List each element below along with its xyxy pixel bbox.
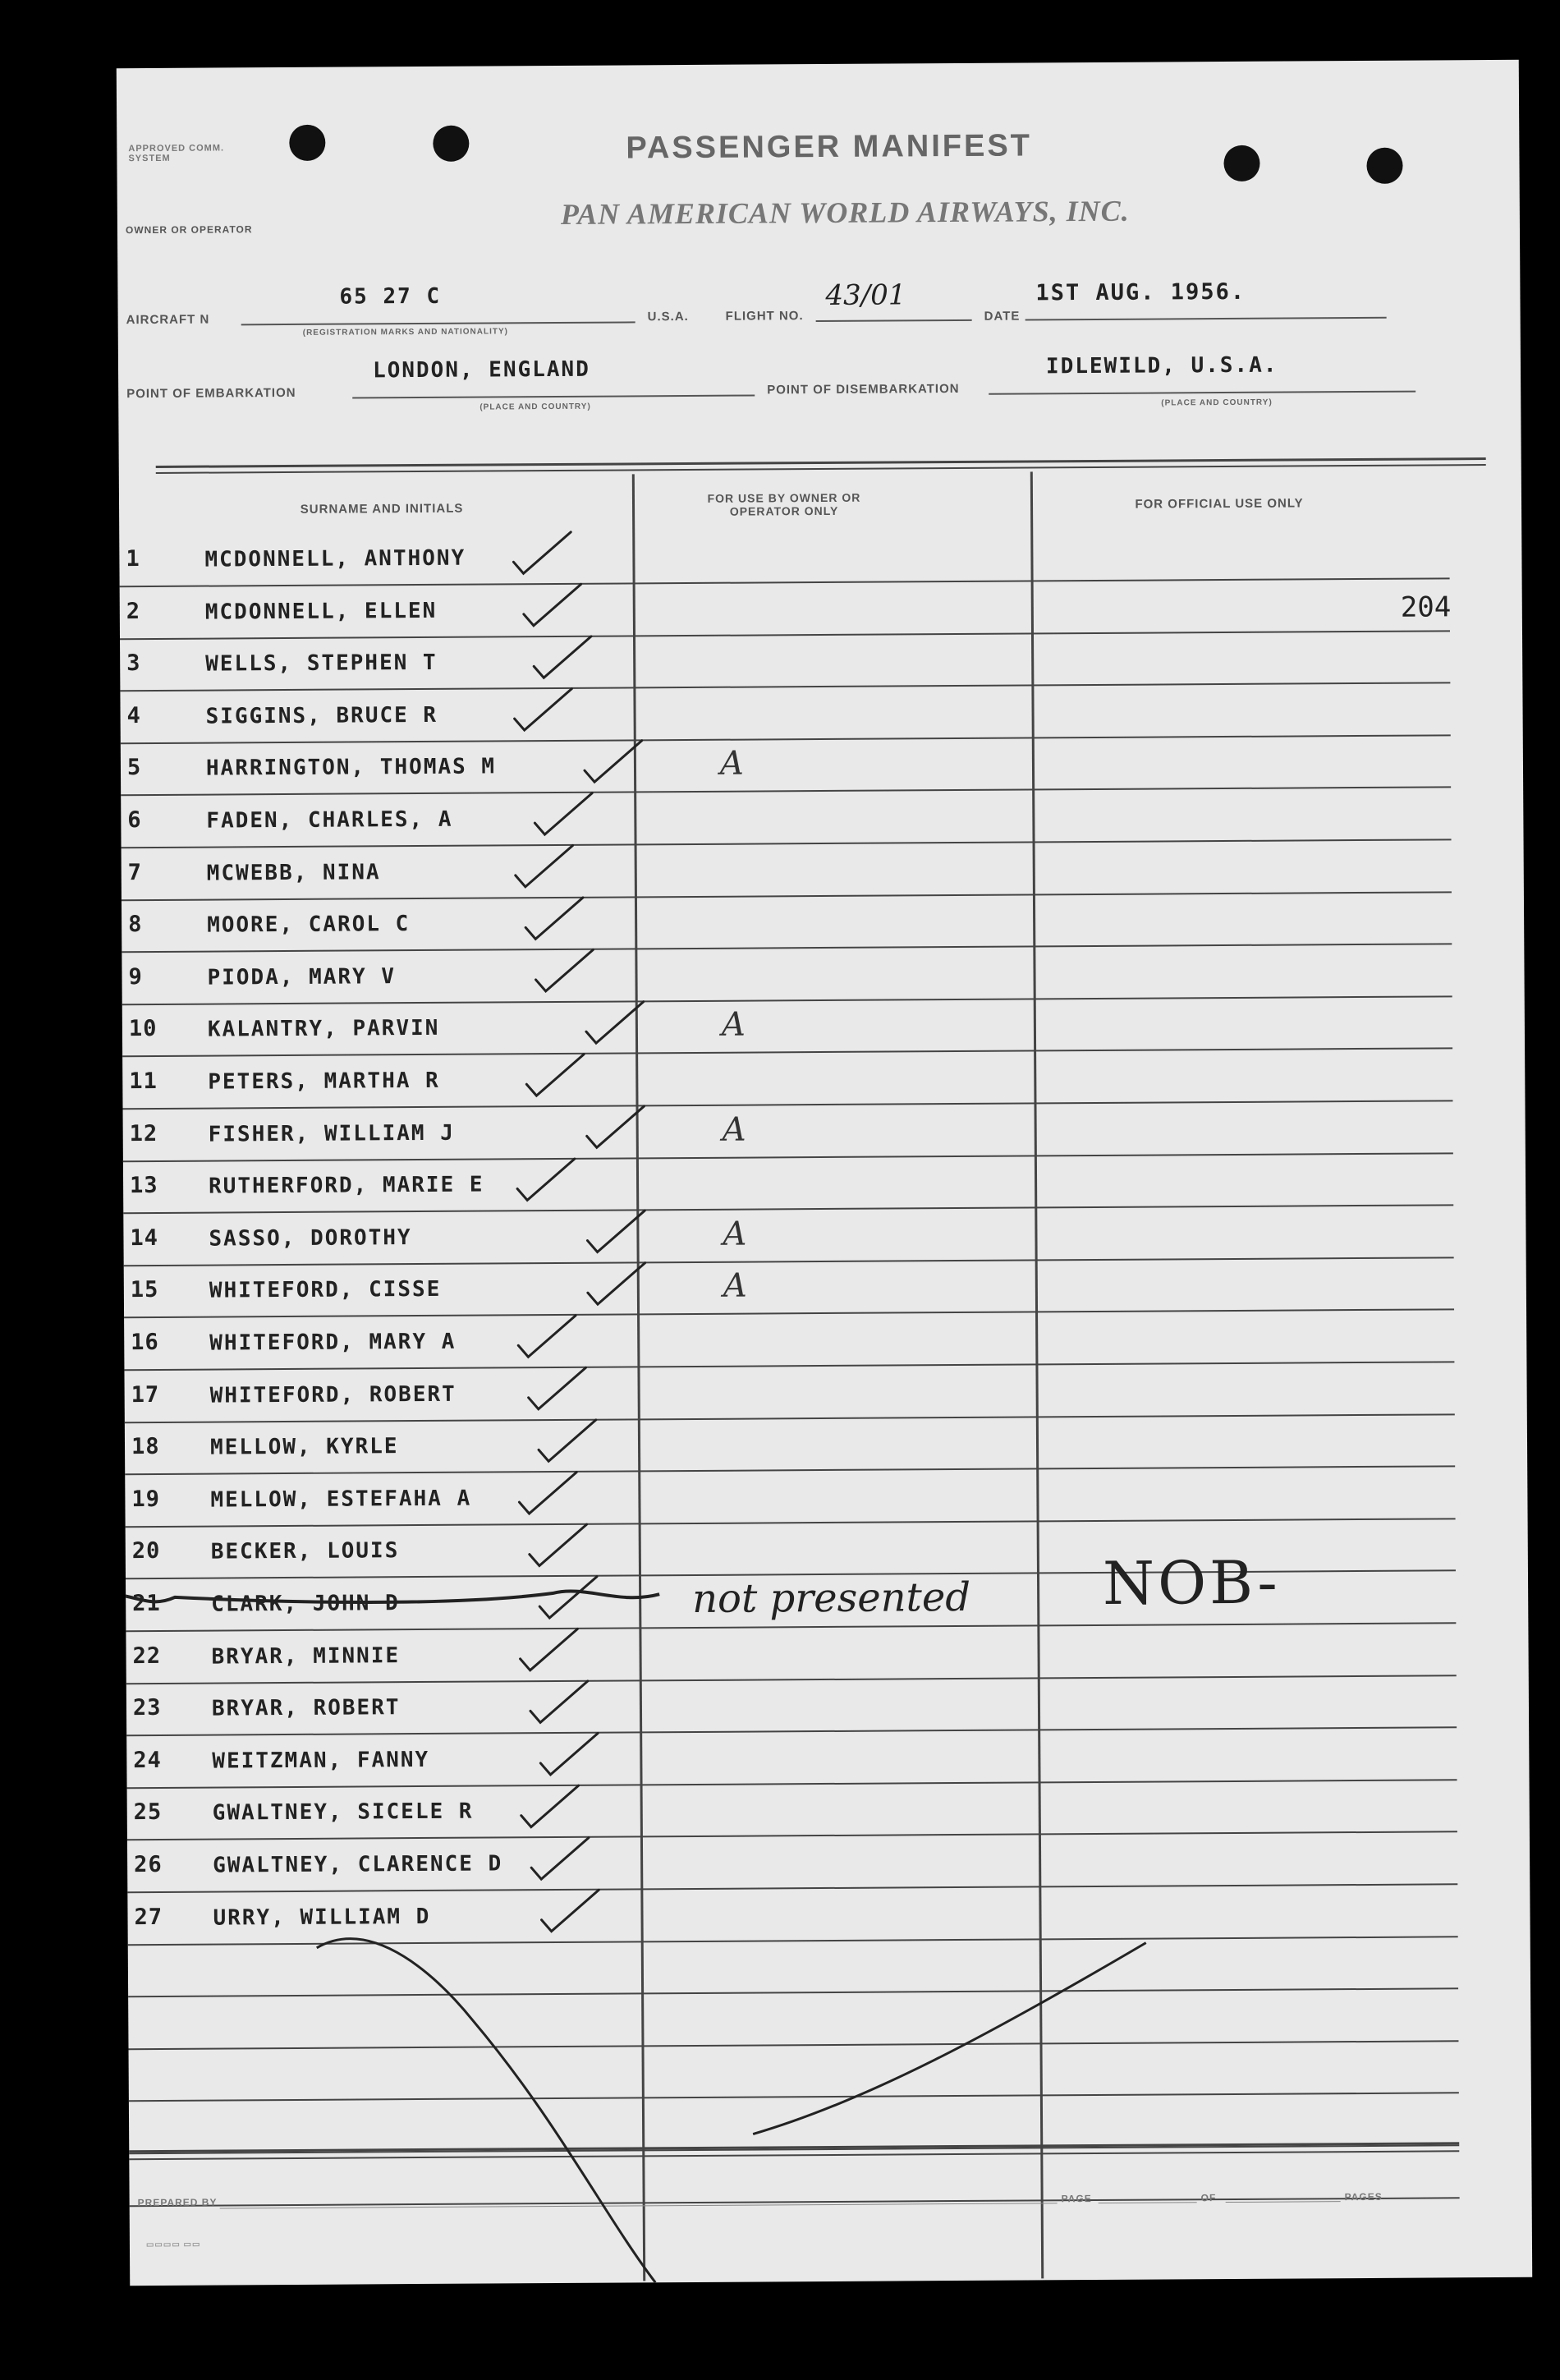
passenger-name: PETERS, MARTHA R — [208, 1068, 440, 1095]
row-number: 7 — [127, 859, 143, 885]
page-title: PASSENGER MANIFEST — [626, 128, 1033, 166]
check-mark — [587, 1211, 645, 1252]
row-number: 25 — [133, 1799, 163, 1826]
row-number: 20 — [131, 1538, 161, 1564]
not-presented-annotation: not presented — [691, 1574, 971, 1622]
airline-name: PAN AMERICAN WORLD AIRWAYS, INC. — [560, 194, 1130, 231]
flight-value: 43/01 — [825, 278, 906, 312]
manifest-sheet — [117, 60, 1532, 2286]
passenger-name: MCDONNELL, ELLEN — [204, 598, 438, 625]
passenger-name: WHITEFORD, CISSE — [209, 1277, 442, 1303]
check-mark — [530, 1681, 588, 1722]
passenger-name: PIODA, MARY V — [207, 963, 397, 990]
passenger-name: WELLS, STEPHEN T — [205, 650, 438, 677]
flight-label: FLIGHT NO. — [725, 309, 804, 324]
passenger-name: SASSO, DOROTHY — [209, 1224, 412, 1252]
check-mark — [531, 1838, 589, 1879]
check-mark — [587, 1106, 645, 1147]
row-number: 24 — [133, 1747, 162, 1773]
row-number: 2 — [126, 598, 141, 624]
operator-mark: A — [719, 744, 744, 783]
row-number: 27 — [134, 1904, 163, 1930]
check-mark — [535, 793, 592, 834]
column-header-owner: FOR USE BY OWNER OR OPERATOR ONLY — [707, 490, 861, 518]
check-mark — [514, 689, 571, 730]
row-number: 5 — [126, 755, 142, 781]
check-mark — [519, 1473, 576, 1514]
page-label: PAGE — [1061, 2193, 1092, 2205]
disembarkation-value: IDLEWILD, U.S.A. — [1045, 352, 1278, 379]
diagonal-void-stroke — [317, 1937, 656, 2284]
check-mark — [516, 845, 573, 886]
check-mark — [530, 1524, 587, 1565]
row-number: 11 — [129, 1068, 158, 1095]
date-label: DATE — [984, 309, 1021, 324]
operator-mark: A — [722, 1110, 746, 1149]
operator-mark: A — [723, 1215, 747, 1253]
row-number: 15 — [130, 1277, 159, 1303]
row-number: 19 — [131, 1486, 161, 1512]
column-header-name: SURNAME AND INITIALS — [300, 501, 464, 517]
row-number: 3 — [126, 650, 141, 677]
nob-annotation: NOB- — [1102, 1547, 1281, 1618]
check-mark — [520, 1629, 577, 1670]
owner-label: OWNER OR OPERATOR — [125, 223, 253, 237]
check-mark — [525, 898, 583, 939]
check-mark — [541, 1890, 599, 1931]
passenger-name: GWALTNEY, CLARENCE D — [213, 1851, 503, 1878]
embarkation-sub-label: (PLACE AND COUNTRY) — [479, 402, 591, 412]
approval-stamp: APPROVED COMM. SYSTEM — [128, 143, 225, 164]
passenger-name: MELLOW, ESTEFAHA A — [210, 1486, 472, 1513]
embarkation-label: POINT OF EMBARKATION — [126, 385, 296, 402]
country-label: U.S.A. — [647, 309, 689, 324]
row-number: 9 — [128, 963, 143, 990]
row-number: 17 — [131, 1381, 160, 1408]
disembarkation-label: POINT OF DISEMBARKATION — [767, 381, 960, 397]
passenger-name: WHITEFORD, MARY A — [209, 1329, 457, 1356]
passenger-name: MELLOW, KYRLE — [209, 1434, 399, 1460]
check-mark — [586, 1002, 644, 1043]
form-number-stamp: ▭▭▭▭ ▭▭ — [145, 2240, 201, 2250]
passenger-name: KALANTRY, PARVIN — [207, 1016, 440, 1042]
passenger-name: GWALTNEY, SICELE R — [212, 1799, 474, 1826]
operator-mark: A — [723, 1266, 747, 1306]
passenger-name: URRY, WILLIAM D — [213, 1904, 431, 1931]
check-mark — [585, 741, 642, 782]
row-number: 12 — [129, 1120, 158, 1146]
row-number: 13 — [129, 1173, 158, 1199]
check-mark — [540, 1733, 598, 1774]
passenger-name: HARRINGTON, THOMAS M — [205, 754, 497, 781]
row-number: 23 — [132, 1695, 162, 1721]
check-mark — [524, 584, 581, 625]
check-mark — [526, 1054, 584, 1096]
check-mark — [539, 1577, 597, 1618]
row-number: 4 — [126, 702, 141, 728]
passenger-name: WEITZMAN, FANNY — [212, 1747, 430, 1774]
date-value: 1ST AUG. 1956. — [1035, 278, 1246, 306]
check-mark — [521, 1785, 579, 1826]
disembarkation-sub-label: (PLACE AND COUNTRY) — [1161, 397, 1273, 408]
passenger-name: CLARK, JOHN D — [211, 1591, 400, 1617]
aircraft-sub-label: (REGISTRATION MARKS AND NATIONALITY) — [302, 327, 509, 338]
check-mark — [534, 636, 591, 678]
check-mark — [528, 1367, 585, 1408]
column-header-official: FOR OFFICIAL USE ONLY — [1135, 496, 1304, 512]
row-number: 14 — [130, 1224, 159, 1251]
check-mark — [535, 950, 593, 991]
passenger-name: BECKER, LOUIS — [210, 1538, 400, 1564]
check-mark — [517, 1159, 575, 1200]
check-mark — [539, 1420, 596, 1461]
row-number: 22 — [132, 1643, 162, 1669]
passenger-name: SIGGINS, BRUCE R — [205, 702, 438, 729]
aircraft-label: AIRCRAFT N — [126, 312, 210, 328]
strike-through-line — [117, 1591, 659, 1604]
passenger-name: BRYAR, ROBERT — [211, 1695, 401, 1721]
passenger-name: FISHER, WILLIAM J — [208, 1120, 455, 1147]
check-mark — [513, 532, 571, 573]
row-number: 6 — [127, 807, 142, 834]
row-number: 21 — [132, 1590, 161, 1617]
aircraft-value: 65 27 C — [339, 283, 442, 310]
passenger-name: RUTHERFORD, MARIE E — [208, 1172, 484, 1199]
embarkation-value: LONDON, ENGLAND — [372, 356, 590, 384]
row-number: 26 — [134, 1851, 163, 1878]
passenger-name: MCWEBB, NINA — [206, 859, 381, 886]
row-number: 18 — [131, 1434, 160, 1460]
official-code: 204 — [1400, 590, 1452, 624]
row-number: 16 — [131, 1329, 159, 1356]
handwriting-overlay — [117, 60, 1532, 2286]
passenger-name: FADEN, CHARLES, A — [206, 806, 453, 834]
operator-mark: A — [721, 1005, 746, 1045]
row-number: 8 — [128, 912, 143, 938]
prepared-by-label: PREPARED BY — [137, 2196, 218, 2209]
check-mark — [518, 1316, 576, 1357]
pages-label: PAGES — [1344, 2190, 1383, 2203]
check-mark — [588, 1263, 645, 1304]
passenger-name: MOORE, CAROL C — [207, 912, 411, 938]
passenger-name: BRYAR, MINNIE — [211, 1643, 401, 1670]
row-number: 1 — [126, 546, 140, 572]
row-number: 10 — [128, 1016, 158, 1042]
diagonal-void-stroke — [752, 1943, 1147, 2134]
passenger-name: MCDONNELL, ANTHONY — [204, 545, 466, 572]
of-label: OF — [1200, 2192, 1217, 2204]
passenger-name: WHITEFORD, ROBERT — [209, 1381, 457, 1408]
